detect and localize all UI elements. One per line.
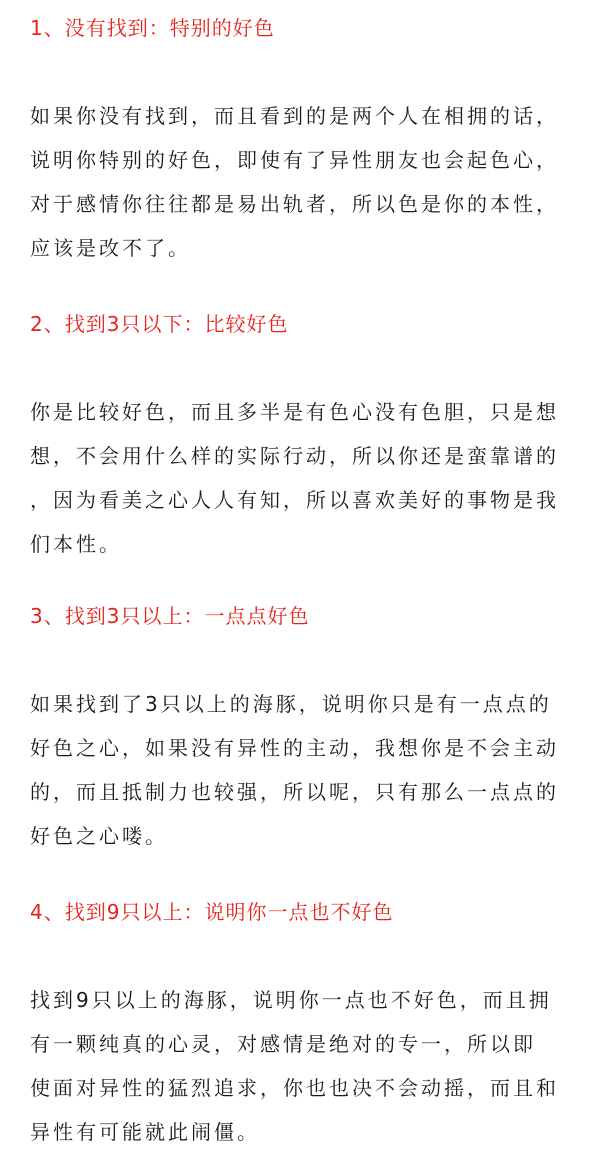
paragraph-line: 使面对异性的猛烈追求，你也也决不会动摇，而且和 (30, 1076, 559, 1100)
section-4 (30, 898, 590, 1144)
paragraph-line: 好色之心喽。 (30, 824, 168, 848)
section-1 (30, 14, 590, 260)
section-heading: 2、找到3只以下：比较好色 (30, 312, 289, 336)
paragraph-line: 找到9只以上的海豚，说明你一点也不好色，而且拥 (30, 988, 552, 1012)
section-heading: 4、找到9只以上：说明你一点也不好色 (30, 900, 394, 924)
paragraph-line: 的，而且抵制力也较强，所以呢，只有那么一点点的 (30, 780, 559, 804)
section-heading: 1、没有找到：特别的好色 (30, 16, 275, 40)
paragraph-line: 对于感情你往往都是易出轨者，所以色是你的本性， (30, 192, 559, 216)
section-paragraph (30, 978, 590, 1154)
paragraph-line: 想，不会用什么样的实际行动，所以你还是蛮靠谱的 (30, 444, 559, 468)
section-paragraph (30, 682, 590, 858)
paragraph-line: 应该是改不了。 (30, 236, 191, 260)
paragraph-line: 们本性。 (30, 532, 122, 556)
paragraph-line: 如果找到了3只以上的海豚，说明你只是有一点点的 (30, 692, 552, 716)
paragraph-line: 好色之心，如果没有异性的主动，我想你是不会主动 (30, 736, 559, 760)
section-heading: 3、找到3只以上：一点点好色 (30, 604, 310, 628)
paragraph-line: 有一颗纯真的心灵，对感情是绝对的专一，所以即 (30, 1032, 536, 1056)
paragraph-line: 异性有可能就此闹僵。 (30, 1120, 260, 1144)
paragraph-line: 说明你特别的好色，即使有了异性朋友也会起色心， (30, 148, 559, 172)
section-2 (30, 310, 590, 556)
section-3 (30, 602, 590, 848)
section-paragraph (30, 390, 590, 566)
paragraph-line: ，因为看美之心人人有知，所以喜欢美好的事物是我 (30, 488, 559, 512)
paragraph-line: 如果你没有找到，而且看到的是两个人在相拥的话， (30, 104, 559, 128)
section-paragraph (30, 94, 590, 270)
paragraph-line: 你是比较好色，而且多半是有色心没有色胆，只是想 (30, 400, 559, 424)
